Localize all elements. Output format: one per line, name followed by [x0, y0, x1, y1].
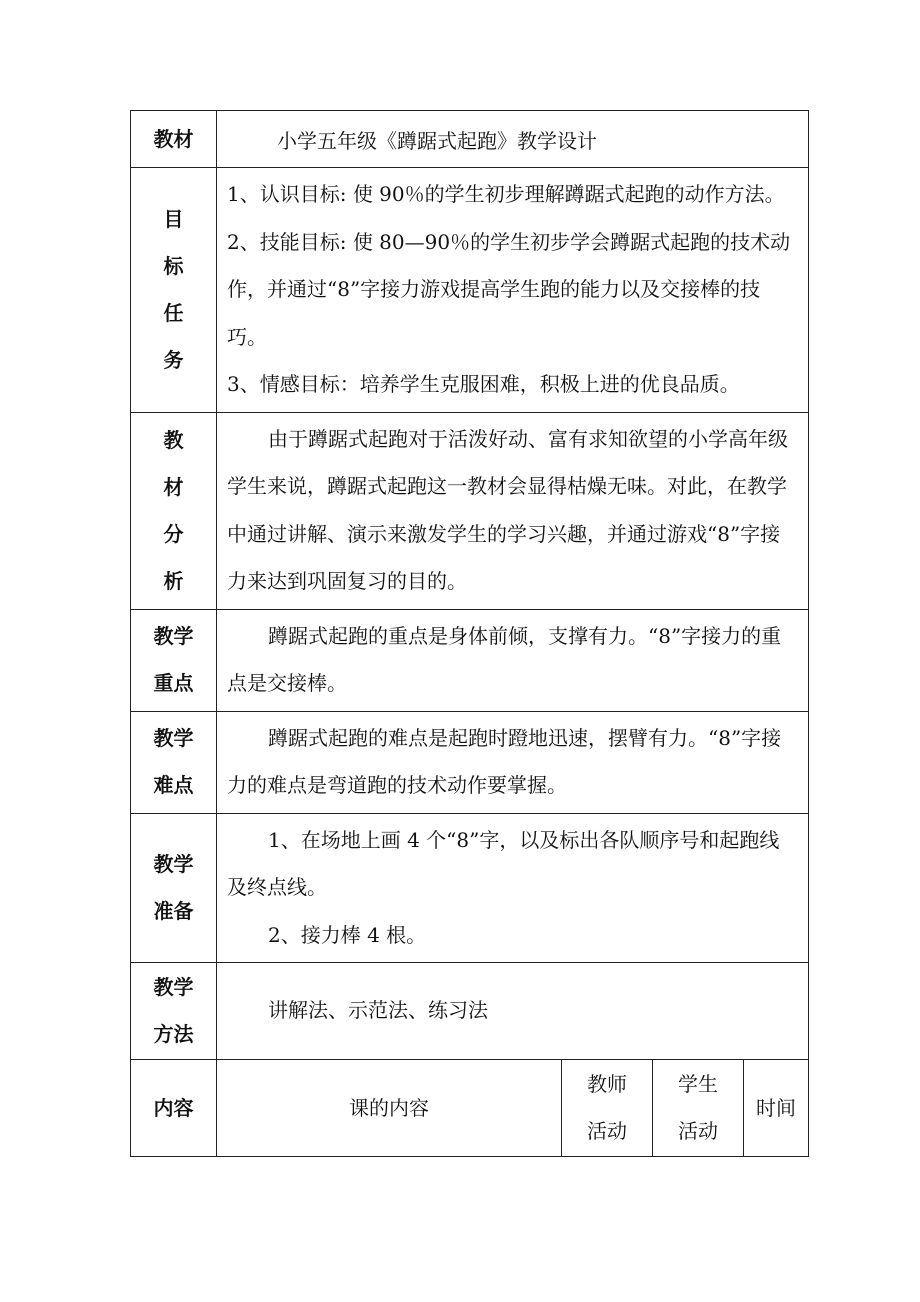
prep-content [217, 813, 809, 963]
focus-content [217, 609, 809, 711]
row-difficulty [131, 711, 809, 813]
lesson-plan-table [130, 110, 809, 1157]
analysis-text: 由于蹲踞式起跑对于活泼好动、富有求知欲望的小学高年级学生来说，蹲踞式起跑这一教材会显得枯燥无味。对此，在教学中通过讲解、演示来激发学生的学习兴趣，并通过游戏“8”字接力来达到巩固复习的目的。 [227, 426, 788, 593]
row-prep [131, 813, 809, 963]
document-title: 小学五年级《蹲踞式起跑》教学设计 [217, 111, 809, 168]
label-goals: 目 标 任 务 [131, 168, 217, 413]
row-focus [131, 609, 809, 711]
label-difficulty: 教学 难点 [131, 711, 217, 813]
header-teacher-activity: 教师 活动 [562, 1060, 653, 1157]
goal-cognitive: 1、认识目标: 使 90％的学生初步理解蹲踞式起跑的动作方法。 [227, 182, 785, 206]
label-method: 教学 方法 [131, 963, 217, 1060]
method-content [217, 963, 809, 1060]
label-focus: 教学 重点 [131, 609, 217, 711]
goals-content [217, 168, 809, 413]
goal-emotional: 3、情感目标：培养学生克服困难，积极上进的优良品质。 [227, 372, 740, 396]
row-method [131, 963, 809, 1060]
label-prep: 教学 准备 [131, 813, 217, 963]
header-student-activity: 学生 活动 [653, 1060, 744, 1157]
row-goals [131, 168, 809, 413]
label-analysis: 教 材 分 析 [131, 412, 217, 609]
row-title [131, 111, 809, 168]
difficulty-content [217, 711, 809, 813]
analysis-content [217, 412, 809, 609]
focus-text: 蹲踞式起跑的重点是身体前倾，支撑有力。“8”字接力的重点是交接棒。 [227, 623, 782, 695]
prep-item-1: 1、在场地上画 4 个“8”字，以及标出各队顺序号和起跑线及终点线。 [227, 827, 780, 899]
header-time: 时间 [744, 1060, 809, 1157]
header-content: 内容 [131, 1060, 217, 1157]
prep-item-2: 2、接力棒 4 根。 [268, 922, 427, 947]
row-header [131, 1060, 809, 1157]
header-course: 课的内容 [217, 1060, 562, 1157]
method-text: 讲解法、示范法、练习法 [268, 998, 488, 1023]
row-analysis [131, 412, 809, 609]
goal-skill: 2、技能目标: 使 80—90％的学生初步学会蹲踞式起跑的技术动作，并通过“8”字接力游戏提高学生跑的能力以及交接棒的技巧。 [227, 229, 791, 349]
label-material: 教材 [131, 111, 217, 168]
difficulty-text: 蹲踞式起跑的难点是起跑时蹬地迅速，摆臂有力。“8”字接力的难点是弯道跑的技术动作要掌握。 [227, 725, 782, 797]
